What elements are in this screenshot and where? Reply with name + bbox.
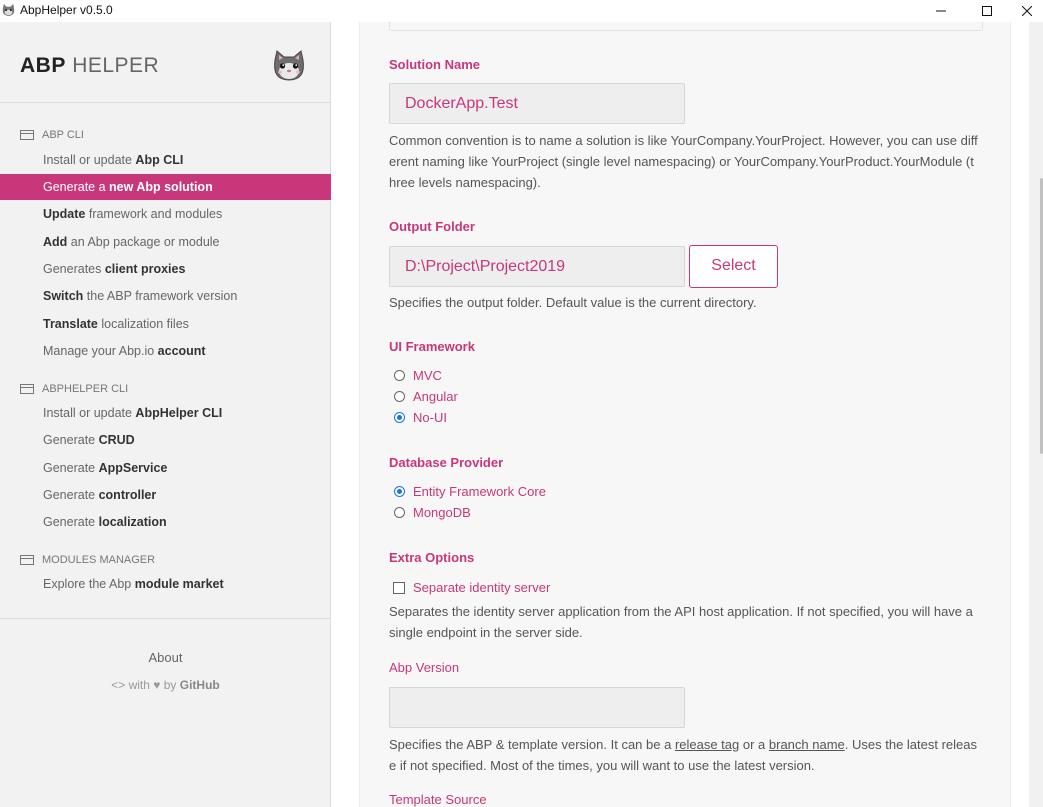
nav-install-abphelper[interactable]: Install or update AbpHelper CLI xyxy=(43,406,223,420)
heart-icon: ♥ xyxy=(153,678,161,692)
title-bar xyxy=(0,0,1043,22)
abp-version-input[interactable] xyxy=(389,687,685,728)
select-folder-button[interactable]: Select xyxy=(689,245,778,288)
section-title: ABP CLI xyxy=(42,129,84,141)
nav-switch-version[interactable]: Switch the ABP framework version xyxy=(43,289,238,303)
radio-button[interactable] xyxy=(394,391,405,402)
minimize-button[interactable] xyxy=(918,0,964,22)
about-link[interactable]: About xyxy=(148,650,183,665)
credit-with: with xyxy=(128,678,150,692)
extra-options-label: Extra Options xyxy=(389,550,475,565)
credit-by: by xyxy=(163,678,177,692)
window-icon xyxy=(20,130,34,140)
github-label: GitHub xyxy=(179,678,220,692)
nav-add-package[interactable]: Add an Abp package or module xyxy=(43,235,220,249)
output-folder-label: Output Folder xyxy=(389,219,475,234)
output-folder-input[interactable]: D:\Project\Project2019 xyxy=(389,246,685,287)
nav-generate-localization[interactable]: Generate localization xyxy=(43,515,167,529)
section-modules-manager xyxy=(20,554,155,566)
section-title: ABPHELPER CLI xyxy=(42,383,129,395)
abp-version-help: Specifies the ABP & template version. It can be a release tag or a branch name. Uses the latest release if not specified. Most of the times, you will want to use the latest version. xyxy=(389,737,978,773)
nav-install-abp-cli[interactable]: Install or update Abp CLI xyxy=(43,153,184,167)
database-provider-label: Database Provider xyxy=(389,455,504,470)
close-button[interactable] xyxy=(1010,0,1043,22)
close-icon xyxy=(1022,6,1032,16)
maximize-button[interactable] xyxy=(964,0,1010,22)
brand-light: HELPER xyxy=(72,54,160,77)
solution-name-label: Solution Name xyxy=(389,57,481,72)
nav-module-market[interactable]: Explore the Abp module market xyxy=(43,577,224,591)
nav-manage-account[interactable]: Manage your Abp.io account xyxy=(43,344,206,358)
minimize-icon xyxy=(936,6,946,16)
radio-button[interactable] xyxy=(394,507,405,518)
radio-angular[interactable]: Angular xyxy=(394,389,458,404)
section-title: MODULES MANAGER xyxy=(42,554,156,566)
window-icon xyxy=(20,555,34,565)
code-icon: <> xyxy=(111,678,126,692)
checkbox[interactable] xyxy=(393,582,405,594)
abp-version-label: Abp Version xyxy=(389,660,460,675)
output-folder-help: Specifies the output folder. Default value is the current directory. xyxy=(389,295,757,310)
cat-logo-icon xyxy=(271,50,307,82)
radio-mongodb[interactable]: MongoDB xyxy=(394,505,471,520)
github-credit[interactable] xyxy=(0,678,331,692)
radio-mvc[interactable]: MVC xyxy=(394,368,442,383)
section-abphelper-cli xyxy=(20,383,128,395)
previous-field-bottom xyxy=(389,22,983,31)
radio-button-selected[interactable] xyxy=(394,412,405,423)
release-tag-link[interactable]: release tag xyxy=(674,737,740,752)
maximize-icon xyxy=(982,6,992,16)
cat-app-icon xyxy=(1,3,16,18)
nav-generate-controller[interactable]: Generate controller xyxy=(43,488,157,502)
nav-translate[interactable]: Translate localization files xyxy=(43,317,189,331)
divider xyxy=(0,618,331,619)
divider xyxy=(0,102,331,103)
branch-name-link[interactable]: branch name xyxy=(768,737,845,752)
brand-bold: ABP xyxy=(20,54,66,77)
nav-generate-solution[interactable]: Generate a new Abp solution xyxy=(0,174,331,200)
radio-button-selected[interactable] xyxy=(394,486,405,497)
nav-client-proxies[interactable]: Generates client proxies xyxy=(43,262,186,276)
ui-framework-label: UI Framework xyxy=(389,339,475,354)
template-source-label: Template Source xyxy=(389,792,487,807)
radio-no-ui[interactable]: No-UI xyxy=(394,410,447,425)
separate-identity-help: Separates the identity server application from the API host application. If not specified, you will have a single endpoint in the server side. xyxy=(389,604,973,640)
nav-generate-appservice[interactable]: Generate AppService xyxy=(43,461,168,475)
brand xyxy=(20,54,159,78)
radio-ef-core[interactable]: Entity Framework Core xyxy=(394,484,546,499)
separate-identity-checkbox[interactable]: Separate identity server xyxy=(393,580,550,595)
window-title: AbpHelper v0.5.0 xyxy=(20,3,113,17)
nav-update-framework[interactable]: Update framework and modules xyxy=(43,207,223,221)
sidebar xyxy=(0,22,331,807)
solution-name-help: Common convention is to name a solution is like YourCompany.YourProject. However, you can use different naming like YourProject (single level namespacing) or YourCompany.YourProduct.YourModule (three levels namespacing). xyxy=(389,133,978,190)
radio-button[interactable] xyxy=(394,370,405,381)
nav-generate-crud[interactable]: Generate CRUD xyxy=(43,433,135,447)
window-icon xyxy=(20,384,34,394)
section-abp-cli xyxy=(20,129,84,141)
solution-name-input[interactable]: DockerApp.Test xyxy=(389,83,685,124)
